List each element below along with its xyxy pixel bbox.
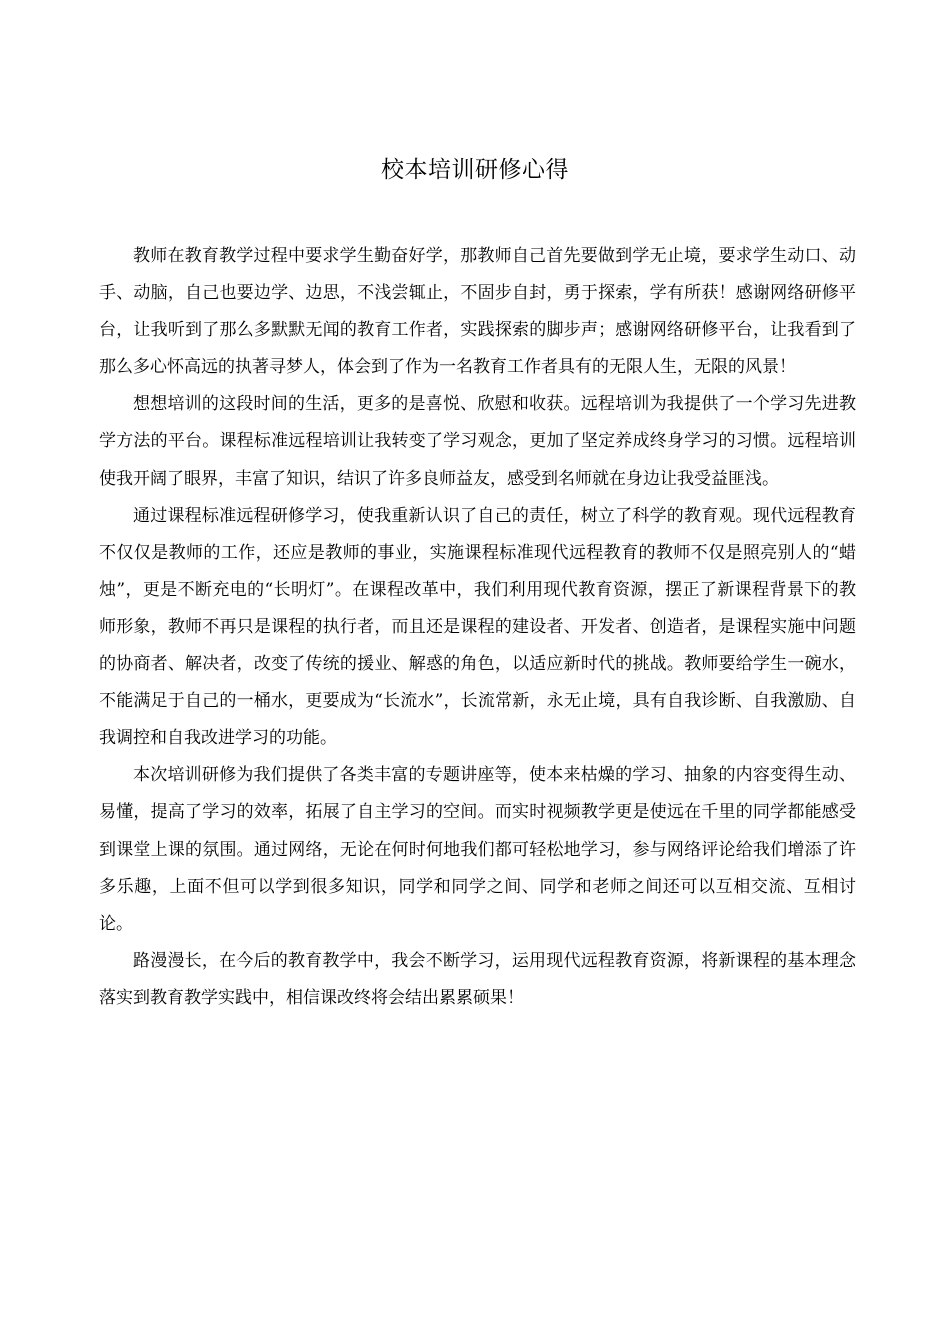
paragraph-4: 本次培训研修为我们提供了各类丰富的专题讲座等，使本来枯燥的学习、抽象的内容变得生动、易懂，提高了学习的效率，拓展了自主学习的空间。而实时视频教学更是使远在千里的同学都能感受到课堂上课的氛围。通过网络，无论在何时何地我们都可轻松地学习，参与网络评论给我们增添了许多乐趣，上面不但可以学到很多知识，同学和同学之间、同学和老师之间还可以互相交流、互相讨论。 <box>99 765 856 934</box>
document-body <box>99 238 856 1017</box>
paragraph-1: 教师在教育教学过程中要求学生勤奋好学，那教师自己首先要做到学无止境，要求学生动口、动手、动脑，自己也要边学、边思，不浅尝辄止，不固步自封，勇于探索，学有所获！感谢网络研修平台，让我听到了那么多默默无闻的教育工作者，实践探索的脚步声；感谢网络研修平台，让我看到了那么多心怀高远的执著寻梦人，体会到了作为一名教育工作者具有的无限人生，无限的风景！ <box>99 246 856 378</box>
paragraph-2: 想想培训的这段时间的生活，更多的是喜悦、欣慰和收获。远程培训为我提供了一个学习先进教学方法的平台。课程标准远程培训让我转变了学习观念，更加了坚定养成终身学习的习惯。远程培训使我开阔了眼界，丰富了知识，结识了许多良师益友，感受到名师就在身边让我受益匪浅。 <box>99 394 856 489</box>
paragraph-5: 路漫漫长，在今后的教育教学中，我会不断学习，运用现代远程教育资源，将新课程的基本理念落实到教育教学实践中，相信课改终将会结出累累硕果！ <box>99 950 856 1008</box>
paragraph-3: 通过课程标准远程研修学习，使我重新认识了自己的责任，树立了科学的教育观。现代远程教育不仅仅是教师的工作，还应是教师的事业，实施课程标准现代远程教育的教师不仅是照亮别人的“蜡烛”，更是不断充电的“长明灯”。在课程改革中，我们利用现代教育资源，摆正了新课程背景下的教师形象，教师不再只是课程的执行者，而且还是课程的建设者、开发者、创造者，是课程实施中问题的协商者、解决者，改变了传统的援业、解惑的角色，以适应新时代的挑战。教师要给学生一碗水，不能满足于自己的一桶水，更要成为“长流水”，长流常新，永无止境，具有自我诊断、自我激励、自我调控和自我改进学习的功能。 <box>99 505 856 749</box>
document-title: 校本培训研修心得 <box>381 157 569 183</box>
